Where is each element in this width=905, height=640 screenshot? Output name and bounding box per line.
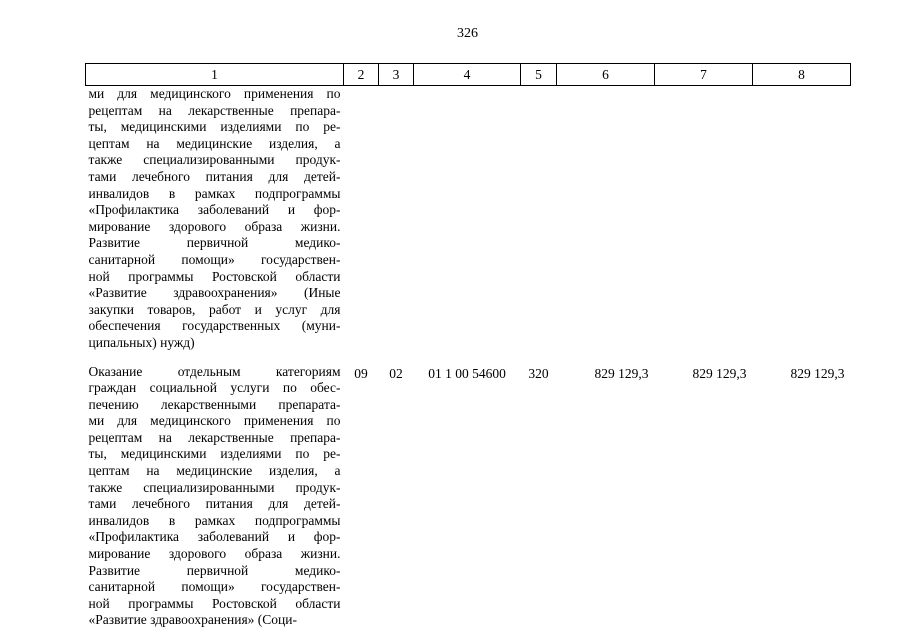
amount-year3-cell: 829 129,3 — [790, 365, 845, 381]
row-spacer-cell — [86, 352, 851, 364]
header-col-1: 1 — [86, 64, 344, 86]
budget-table — [85, 63, 851, 629]
header-col-6: 6 — [557, 64, 655, 86]
target-article-cell: 01 1 00 54600 — [428, 365, 506, 381]
description-line: «Профилактика заболеваний и фор- — [88, 202, 341, 218]
description-line: ты, медицинскими изделиями по ре- — [88, 119, 341, 135]
description-line: цептам на медицинские изделия, а — [88, 463, 341, 479]
description-line: рецептам на лекарственные препара- — [88, 429, 341, 445]
amount-year2-cell: 829 129,3 — [692, 365, 747, 381]
subsection-code-cell — [379, 86, 414, 352]
section-code-cell — [344, 86, 379, 352]
description-line: инвалидов в рамках подпрограммы — [88, 512, 341, 528]
target-article-cell — [414, 86, 521, 352]
expense-type-cell — [521, 86, 557, 352]
section-code-cell: 09 — [354, 365, 368, 381]
page-number: 326 — [457, 26, 478, 41]
header-col-2: 2 — [344, 64, 379, 86]
description-line: ной программы Ростовской области — [88, 595, 341, 611]
amount-year1-cell — [557, 86, 655, 352]
description-line: рецептам на лекарственные препара- — [88, 102, 341, 118]
description-line: обеспечения государственных (муни- — [88, 318, 341, 334]
amount-year2-cell — [655, 86, 753, 352]
description-line: ми для медицинского применения по — [88, 86, 341, 101]
header-col-7: 7 — [655, 64, 753, 86]
description-line: ципальных) нужд) — [88, 334, 195, 350]
description-cell — [86, 364, 344, 630]
description-line: также специализированными продук- — [88, 152, 341, 168]
row-spacer — [86, 352, 851, 364]
description-line: Оказание отдельным категориям — [88, 363, 341, 379]
description-line: цептам на медицинские изделия, а — [88, 135, 341, 151]
description-line: закупки товаров, работ и услуг для — [88, 301, 341, 317]
subsection-code-cell: 02 — [389, 365, 403, 381]
description-line: граждан социальной услуги по обес- — [88, 380, 341, 396]
header-col-8: 8 — [753, 64, 851, 86]
description-line: мирование здорового образа жизни. — [88, 218, 341, 234]
header-row — [86, 64, 851, 86]
description-line: санитарной помощи» государствен- — [88, 251, 341, 267]
header-col-4: 4 — [414, 64, 521, 86]
table-row — [86, 86, 851, 352]
description-line: печению лекарственными препарата- — [88, 396, 341, 412]
header-col-3: 3 — [379, 64, 414, 86]
description-line: «Развитие здравоохранения» (Соци- — [88, 612, 298, 628]
description-line: тами лечебного питания для детей- — [88, 496, 341, 512]
header-col-5: 5 — [521, 64, 557, 86]
amount-year1-cell: 829 129,3 — [594, 365, 649, 381]
description-line: тами лечебного питания для детей- — [88, 168, 341, 184]
description-cell — [86, 86, 344, 352]
description-line: санитарной помощи» государствен- — [88, 579, 341, 595]
table-row — [86, 364, 851, 630]
description-line: ты, медицинскими изделиями по ре- — [88, 446, 341, 462]
description-line: Развитие первичной медико- — [88, 235, 341, 251]
description-line: также специализированными продук- — [88, 479, 341, 495]
description-line: инвалидов в рамках подпрограммы — [88, 185, 341, 201]
description-line: Развитие первичной медико- — [88, 562, 341, 578]
description-line: ми для медицинского применения по — [88, 413, 341, 429]
description-line: «Профилактика заболеваний и фор- — [88, 529, 341, 545]
description-line: ной программы Ростовской области — [88, 268, 341, 284]
expense-type-cell: 320 — [528, 365, 549, 381]
description-line: мирование здорового образа жизни. — [88, 546, 341, 562]
amount-year3-cell — [753, 86, 851, 352]
description-line: «Развитие здравоохранения» (Иные — [88, 285, 341, 301]
